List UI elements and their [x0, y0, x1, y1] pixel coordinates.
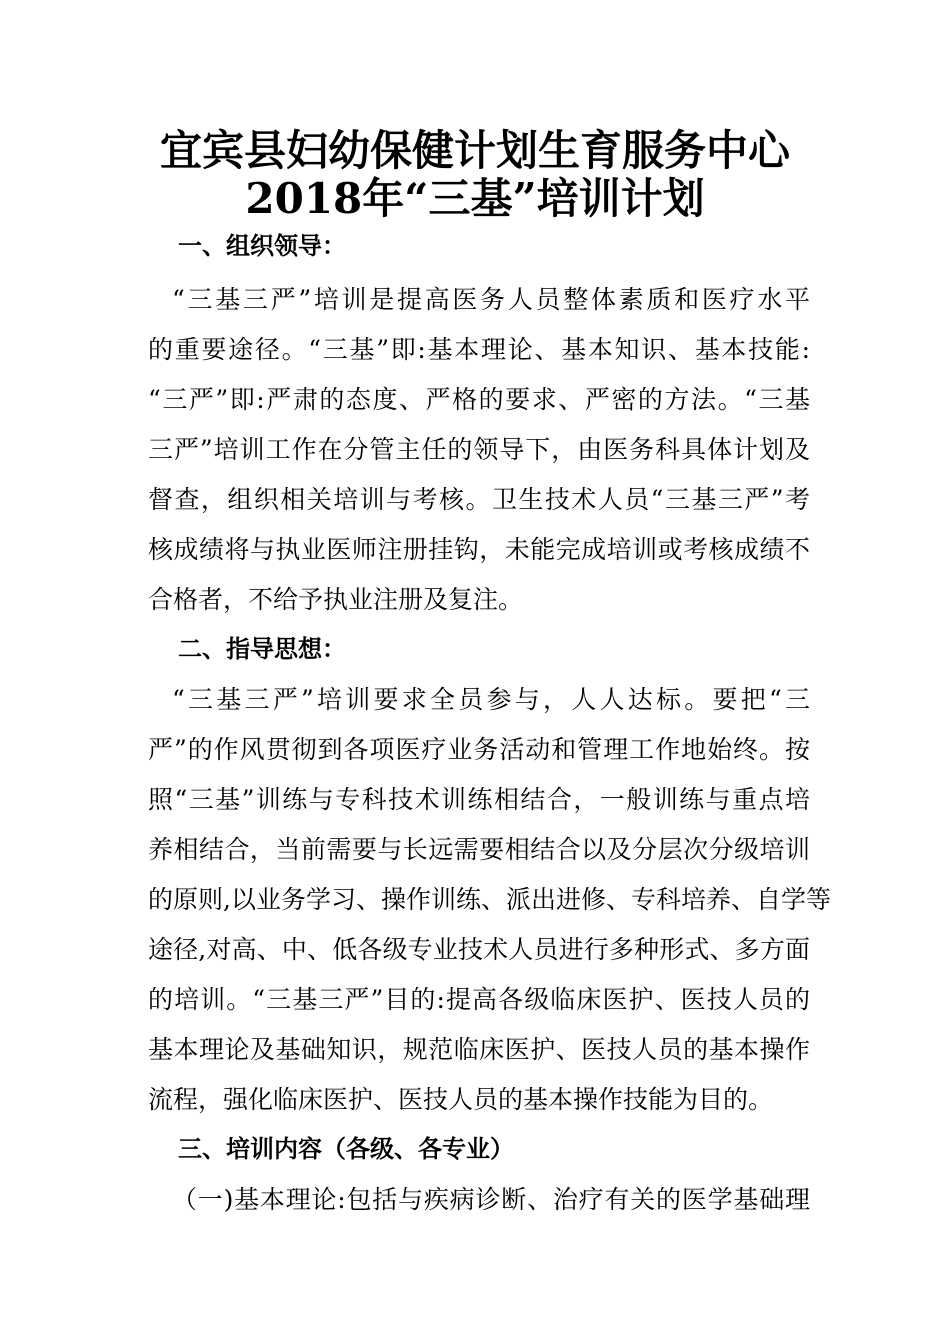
section-1-heading: 一、组织领导：	[178, 232, 346, 260]
section-3-heading: 三、培训内容（各级、各专业）	[178, 1135, 514, 1163]
paragraph-line: 合格者，不给予执业注册及复注。	[148, 585, 524, 614]
paragraph-line: “三基三严”培训要求全员参与，人人达标。要把“三	[172, 685, 810, 714]
paragraph-line: 基本理论及基础知识，规范临床医护、医技人员的基本操作	[148, 1035, 810, 1064]
paragraph-line: 三严”培训工作在分管主任的领导下，由医务科具体计划及	[148, 435, 810, 464]
paragraph-line: 的原则,以业务学习、操作训练、派出进修、专科培养、自学等	[148, 885, 831, 914]
paragraph-line: 养相结合，当前需要与长远需要相结合以及分层次分级培训	[148, 835, 810, 864]
paragraph-line: 途径,对高、中、低各级专业技术人员进行多种形式、多方面	[148, 935, 810, 964]
paragraph-line: 督查，组织相关培训与考核。卫生技术人员“三基三严”考	[148, 485, 810, 514]
paragraph-line: 的培训。“三基三严”目的:提高各级临床医护、医技人员的	[148, 985, 810, 1014]
paragraph-line: 的重要途径。“三基”即:基本理论、基本知识、基本技能:	[148, 335, 810, 364]
paragraph-line: 照“三基”训练与专科技术训练相结合，一般训练与重点培	[148, 785, 810, 814]
document-title-line-2: 2018年“三基”培训计划	[245, 174, 705, 223]
paragraph-line: “三严”即:严肃的态度、严格的要求、严密的方法。“三基	[148, 385, 810, 414]
paragraph-line: 流程，强化临床医护、医技人员的基本操作技能为目的。	[148, 1085, 774, 1114]
paragraph-line: 严”的作风贯彻到各项医疗业务活动和管理工作地始终。按	[148, 735, 810, 764]
paragraph-line: “三基三严”培训是提高医务人员整体素质和医疗水平	[172, 285, 810, 314]
paragraph-line: 核成绩将与执业医师注册挂钩，未能完成培训或考核成绩不	[148, 535, 810, 564]
document-title-line-1: 宜宾县妇幼保健计划生育服务中心	[159, 126, 790, 175]
paragraph-line: （一)基本理论:包括与疾病诊断、治疗有关的医学基础理	[172, 1185, 810, 1214]
section-2-heading: 二、指导思想：	[178, 635, 346, 663]
